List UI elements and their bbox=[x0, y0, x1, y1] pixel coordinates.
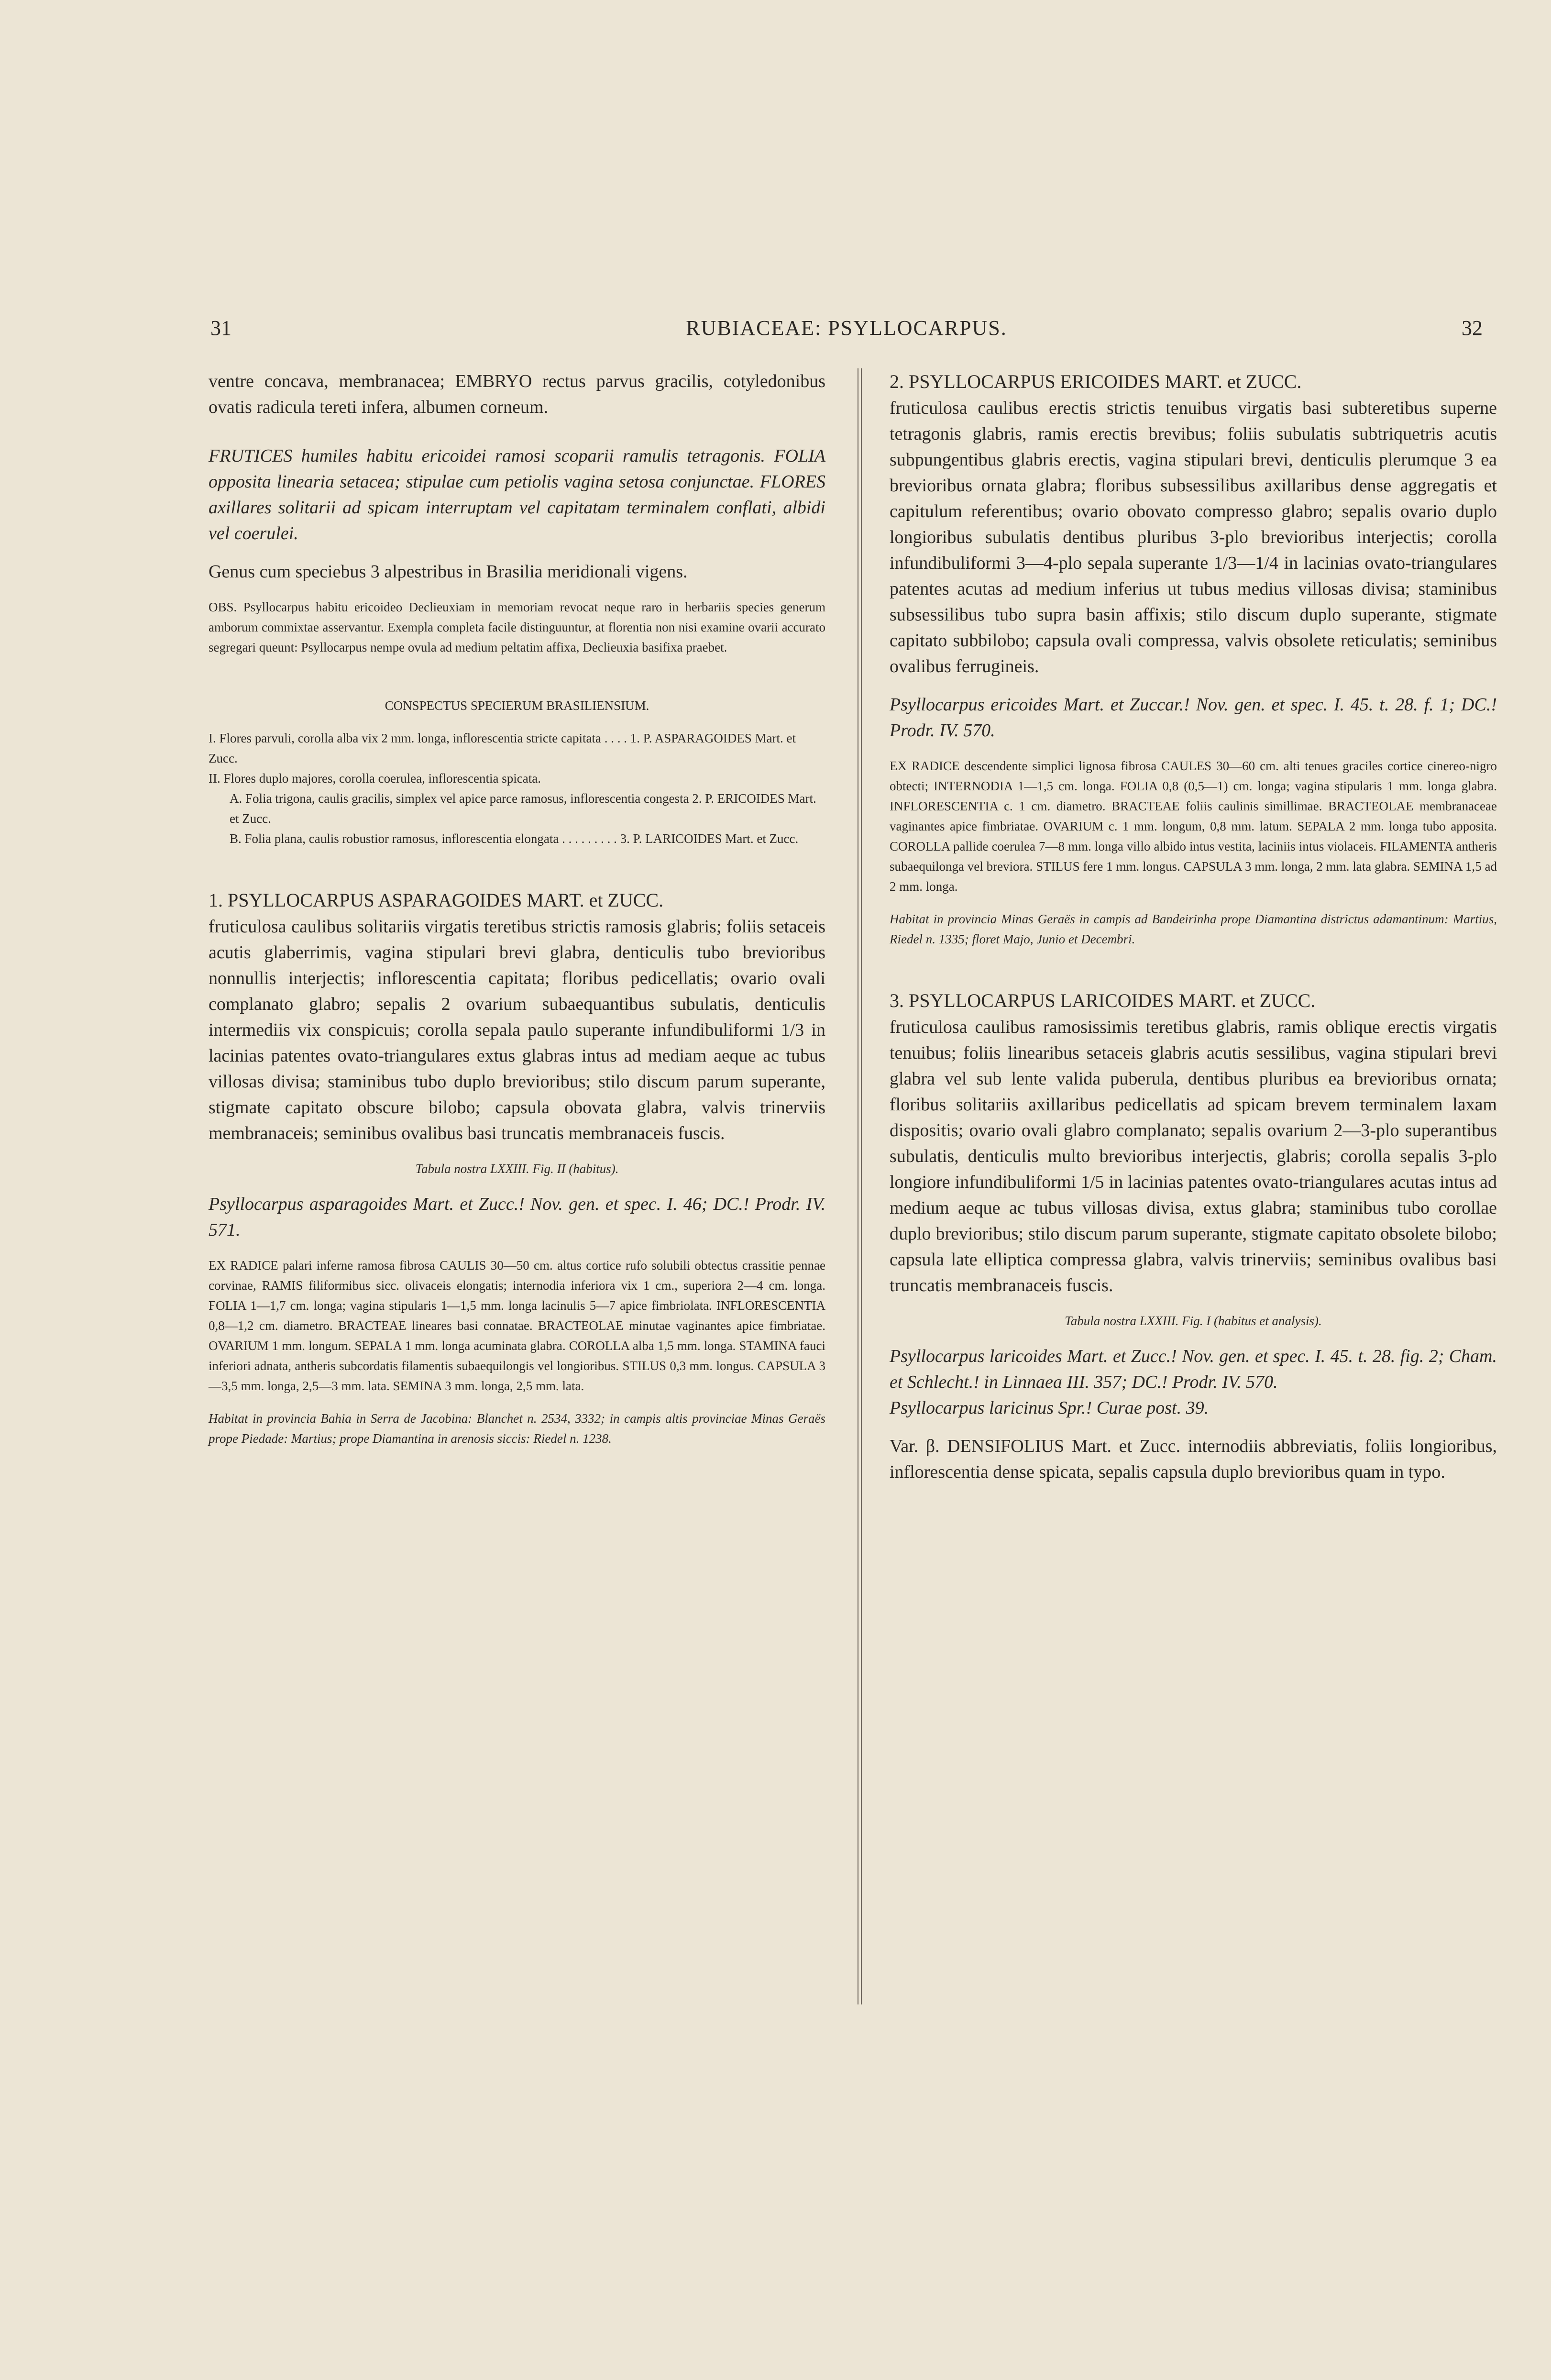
species-3-plate: Tabula nostra LXXIII. Fig. I (habitus et analysis). bbox=[1065, 1314, 1322, 1328]
key-entry: B. Folia plana, caulis robustior ramosus, inflorescentia elongata . . . . . . . . . 3. P. LARICOIDES Mart. et Zucc. bbox=[230, 831, 799, 846]
conspectus-title: CONSPECTUS SPECIERUM BRASILIENSIUM. bbox=[385, 698, 649, 713]
species-3-reference: Psyllocarpus laricoides Mart. et Zucc.! Nov. gen. et spec. I. 45. t. 28. fig. 2; Cham. et Schlecht.! in Linnaea III. 357; DC.! Prodr. IV. 570. bbox=[890, 1346, 1497, 1392]
genus-distribution: Genus cum speciebus 3 alpestribus in Brasilia meridionali vigens. bbox=[209, 562, 688, 582]
key-entry: I. Flores parvuli, corolla alba vix 2 mm. longa, inflorescentia stricte capitata . . . . 1. P. ASPARAGOIDES Mart. et Zucc. bbox=[209, 731, 796, 765]
species-2-diagnosis: fruticulosa caulibus erectis strictis tenuibus virgatis basi subteretibus superne tetragonis glabris, ramis erectis brevibus; foliis subulatis subtriquetris acutis subpungentibus glabris erectis, vagina stipulari brevi, denticulis plerumque 3 ea brevioribus ornata glabra; floribus subsessilibus axillaribus dense aggregatis et capitulum referentibus; ovario obovato compresso glabro; sepalis ovario duplo longioribus subulatis dentibus pluribus 3-plo brevioribus interjectis; corolla infundibuliformi 3—4-plo sepala superante 1/3—1/4 in lacinias ovato-triangulares patentes acutas ad medium inferius ut tubus medius villosas divisa; staminibus subsessilibus tubo supra basin affixis; stilo discum duplo superante, stigmate capitato subbilobo; capsula ovali compressa, valvis obsolete reticulatis; seminibus ovalibus ferrugineis. bbox=[890, 398, 1497, 676]
species-1-habitat: Habitat in provincia Bahia in Serra de Jacobina: Blanchet n. 2534, 3332; in campis altis provinciae Minas Geraës prope Piedade: Martius; prope Diamantina in arenosis siccis: Riedel n. 1238. bbox=[209, 1411, 825, 1446]
species-2-heading: 2. PSYLLOCARPUS ERICOIDES MART. et ZUCC. bbox=[890, 371, 1302, 392]
species-2-habitat: Habitat in provincia Minas Geraës in campis ad Bandeirinha prope Diamantina districtus adamantinum: Martius, Riedel n. 1335; floret Majo, Junio et Decembri. bbox=[890, 912, 1497, 946]
key-entry: II. Flores duplo majores, corolla coerulea, inflorescentia spicata. bbox=[209, 771, 541, 786]
species-1-heading: 1. PSYLLOCARPUS ASPARAGOIDES MART. et ZUCC. bbox=[209, 889, 664, 911]
species-3-variety: Var. β. DENSIFOLIUS Mart. et Zucc. internodiis abbreviatis, foliis longioribus, inflorescentia dense spicata, sepalis capsula duplo brevioribus quam in typo. bbox=[890, 1436, 1497, 1482]
genus-description: FRUTICES humiles habitu ericoidei ramosi scoparii ramulis tetragonis. FOLIA opposita linearia setacea; stipulae cum petiolis vagina setosa conjunctae. FLORES axillares solitarii ad spicam interruptam vel capitatam terminalem conflati, albidi vel coerulei. bbox=[209, 446, 825, 543]
left-column bbox=[209, 368, 825, 1449]
page-number-right: 32 bbox=[1462, 316, 1483, 340]
species-2-description: EX RADICE descendente simplici lignosa fibrosa CAULES 30—60 cm. alti tenues graciles cortice cinereo-nigro obtecti; INTERNODIA 1—1,5 cm. longa. FOLIA 0,8 (0,5—1) cm. longa; vagina stipularis 1 mm. longa glabra. INFLORESCENTIA c. 1 cm. diametro. BRACTEAE foliis caulinis simillimae. BRACTEOLAE membranaceae vaginantes apice fimbriatae. OVARIUM c. 1 mm. longum, 0,8 mm. latum. SEPALA 2 mm. longa tubo apposita. COROLLA pallide coerulea 7—8 mm. longa villo albido intus vestita, laciniis intus violaceis. FILAMENTA antheris subaequilonga vel breviora. STILUS fere 1 mm. longus. CAPSULA 3 mm. longa, 2 mm. lata glabra. SEMINA 1,5 ad 2 mm. longa. bbox=[890, 759, 1497, 894]
species-3-diagnosis: fruticulosa caulibus ramosissimis teretibus glabris, ramis oblique erectis virgatis tenuibus; foliis linearibus setaceis glabris acutis sessilibus, vagina stipulari brevi glabra vel sub lente valida puberula, dentibus pluribus ea brevioribus ornata; floribus solitariis axillaribus pedicellatis ad spicam brevem terminalem laxam dispositis; ovario ovali glabro complanato; sepalis ovarium 2—3-plo superantibus subulatis, denticulis multo brevioribus interjectis, glabris; corolla sepalis 3-plo longiore infundibuliformi 1/5 in lacinias patentes ovato-triangulares acutas intus ad medium aeque ac tubus villosas divisa, extus glabra; staminibus tubo corollae duplo brevioribus; stilo discum parum superante, stigmate capitato obsolete bilobo; capsula late elliptica compressa glabra, valvis trinerviis; seminibus ovalibus basi truncatis membranaceis fuscis. bbox=[890, 1017, 1497, 1295]
observation-note: OBS. Psyllocarpus habitu ericoideo Declieuxiam in memoriam revocat neque raro in herbariis species generum amborum commixtae asservantur. Exempla completa facile distinguuntur, at florentia non nisi examine ovarii accurato segregari queunt: Psyllocarpus nempe ovula ad medium peltatim affixa, Declieuxia basifixa praebet. bbox=[209, 600, 825, 654]
species-3-synonym: Psyllocarpus laricinus Spr.! Curae post. 39. bbox=[890, 1398, 1209, 1418]
column-divider bbox=[858, 368, 862, 2004]
species-2-reference: Psyllocarpus ericoides Mart. et Zuccar.! Nov. gen. et spec. I. 45. t. 28. f. 1; DC.! Prodr. IV. 570. bbox=[890, 695, 1497, 741]
page-number-left: 31 bbox=[210, 316, 231, 340]
running-title: RUBIACEAE: PSYLLOCARPUS. bbox=[686, 316, 1007, 340]
species-1-description: EX RADICE palari inferne ramosa fibrosa CAULIS 30—50 cm. altus cortice rufo solubili obtectus crassitie pennae corvinae, RAMIS filiformibus sicc. olivaceis elongatis; internodia inferiora vix 1 cm., superiora 2—4 cm. longa. FOLIA 1—1,7 cm. longa; vagina stipularis 1—1,5 mm. longa lacinulis 5—7 apice fimbriolata. INFLORESCENTIA 0,8—1,2 cm. diametro. BRACTEAE lineares basi connatae. BRACTEOLAE minutae vaginantes apice fimbriatae. OVARIUM 1 mm. longum. SEPALA 1 mm. longa acuminata glabra. COROLLA alba 1,5 mm. longa. STAMINA fauci inferiori adnata, antheris subcordatis filamentis subaequilongis vel longioribus. STILUS 0,3 mm. longus. CAPSULA 3—3,5 mm. longa, 2,5—3 mm. lata. SEMINA 3 mm. longa, 2,5 mm. lata. bbox=[209, 1258, 825, 1393]
species-1-reference: Psyllocarpus asparagoides Mart. et Zucc.! Nov. gen. et spec. I. 46; DC.! Prodr. IV. 571. bbox=[209, 1194, 825, 1240]
conspectus-key bbox=[209, 728, 825, 849]
key-entry: A. Folia trigona, caulis gracilis, simplex vel apice parce ramosus, inflorescentia congesta 2. P. ERICOIDES Mart. et Zucc. bbox=[230, 791, 816, 826]
page-header bbox=[210, 316, 1483, 354]
species-3-heading: 3. PSYLLOCARPUS LARICOIDES MART. et ZUCC. bbox=[890, 990, 1316, 1011]
species-1-diagnosis: fruticulosa caulibus solitariis virgatis teretibus strictis ramosis glabris; foliis setaceis acutis glaberrimis, vagina stipulari brevi glabra, denticulis tubo brevioribus nonnullis interjectis; inflorescentia capitata; floribus pedicellatis; ovario ovali complanato glabro; sepalis 2 ovarium subaequantibus subulatis, denticulis intermediis vix conspicuis; corolla sepala paulo superante infundibuliformi 1/3 in lacinias patentes ovato-triangulares extus glabras intus ad mediam aeque ac tubus villosas divisa; staminibus tubo duplo brevioribus; stilo discum parum superante, stigmate capitato obscure bilobo; capsula obovata glabra, valvis trinerviis membranaceis; seminibus ovalibus basi truncatis membranaceis fuscis. bbox=[209, 917, 825, 1143]
intro-paragraph: ventre concava, membranacea; EMBRYO rectus parvus gracilis, cotyledonibus ovatis radicula tereti infera, albumen corneum. bbox=[209, 371, 825, 417]
species-1-plate: Tabula nostra LXXIII. Fig. II (habitus). bbox=[415, 1162, 619, 1176]
right-column bbox=[890, 368, 1497, 1485]
